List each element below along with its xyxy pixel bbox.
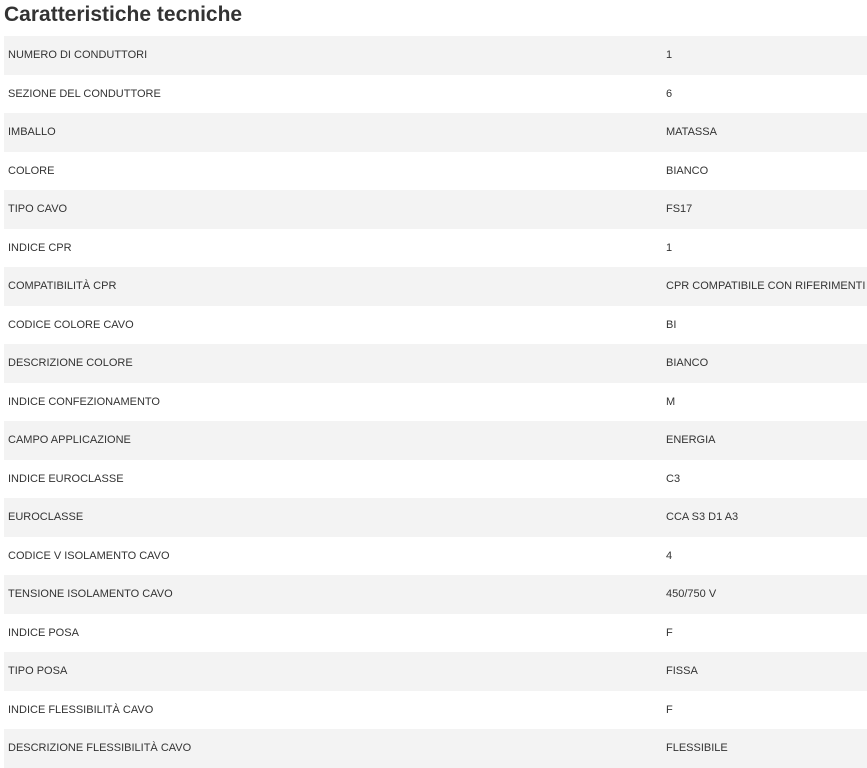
table-row bbox=[4, 267, 867, 306]
table-row bbox=[4, 113, 867, 152]
spec-label: CODICE V ISOLAMENTO CAVO bbox=[8, 549, 170, 562]
spec-value: F bbox=[666, 626, 673, 639]
section-title: Caratteristiche tecniche bbox=[4, 3, 243, 26]
table-row bbox=[4, 306, 867, 345]
spec-value: CPR COMPATIBILE CON RIFERIMENTI bbox=[666, 280, 866, 293]
spec-value: FISSA bbox=[666, 665, 698, 678]
table-row bbox=[4, 460, 867, 499]
spec-label: DESCRIZIONE FLESSIBILITÀ CAVO bbox=[8, 742, 192, 755]
spec-value: M bbox=[666, 395, 676, 408]
spec-label: CODICE COLORE CAVO bbox=[8, 318, 134, 331]
spec-value: BI bbox=[666, 318, 677, 331]
specs-table bbox=[4, 36, 867, 768]
spec-label: NUMERO DI CONDUTTORI bbox=[8, 49, 148, 62]
spec-label: INDICE EUROCLASSE bbox=[8, 472, 124, 485]
specs-table-body bbox=[4, 36, 867, 768]
spec-value: 4 bbox=[666, 549, 673, 562]
spec-label: SEZIONE DEL CONDUTTORE bbox=[8, 87, 161, 100]
table-row bbox=[4, 152, 867, 191]
spec-label: INDICE FLESSIBILITÀ CAVO bbox=[8, 703, 154, 716]
table-row bbox=[4, 575, 867, 614]
spec-label: TIPO POSA bbox=[8, 665, 68, 678]
spec-value: 1 bbox=[666, 49, 673, 62]
table-row bbox=[4, 190, 867, 229]
spec-label: INDICE CONFEZIONAMENTO bbox=[8, 395, 160, 408]
table-row bbox=[4, 383, 867, 422]
spec-value: 1 bbox=[666, 241, 673, 254]
spec-value: 450/750 V bbox=[666, 588, 717, 601]
spec-label: INDICE POSA bbox=[8, 626, 79, 639]
spec-value: BIANCO bbox=[666, 164, 709, 177]
table-row bbox=[4, 691, 867, 730]
spec-label: COLORE bbox=[8, 164, 55, 177]
spec-value: C3 bbox=[666, 472, 681, 485]
spec-value: MATASSA bbox=[666, 126, 717, 139]
table-row bbox=[4, 498, 867, 537]
spec-label: CAMPO APPLICAZIONE bbox=[8, 434, 131, 447]
spec-label: INDICE CPR bbox=[8, 241, 72, 254]
spec-value: CCA S3 D1 A3 bbox=[666, 511, 739, 524]
table-row bbox=[4, 614, 867, 653]
spec-label: TENSIONE ISOLAMENTO CAVO bbox=[8, 588, 173, 601]
spec-value: BIANCO bbox=[666, 357, 709, 370]
spec-label: COMPATIBILITÀ CPR bbox=[8, 280, 117, 293]
spec-value: ENERGIA bbox=[666, 434, 716, 447]
spec-value: FS17 bbox=[666, 203, 693, 216]
table-row bbox=[4, 344, 867, 383]
table-row bbox=[4, 537, 867, 576]
table-row bbox=[4, 421, 867, 460]
spec-label: DESCRIZIONE COLORE bbox=[8, 357, 133, 370]
table-row bbox=[4, 652, 867, 691]
spec-value: FLESSIBILE bbox=[666, 742, 728, 755]
table-row bbox=[4, 729, 867, 768]
table-row bbox=[4, 75, 867, 114]
spec-value: 6 bbox=[666, 87, 673, 100]
spec-value: F bbox=[666, 703, 673, 716]
spec-label: EUROCLASSE bbox=[8, 511, 84, 524]
spec-label: TIPO CAVO bbox=[8, 203, 68, 216]
spec-label: IMBALLO bbox=[8, 126, 56, 139]
table-row bbox=[4, 229, 867, 268]
table-row bbox=[4, 36, 867, 75]
